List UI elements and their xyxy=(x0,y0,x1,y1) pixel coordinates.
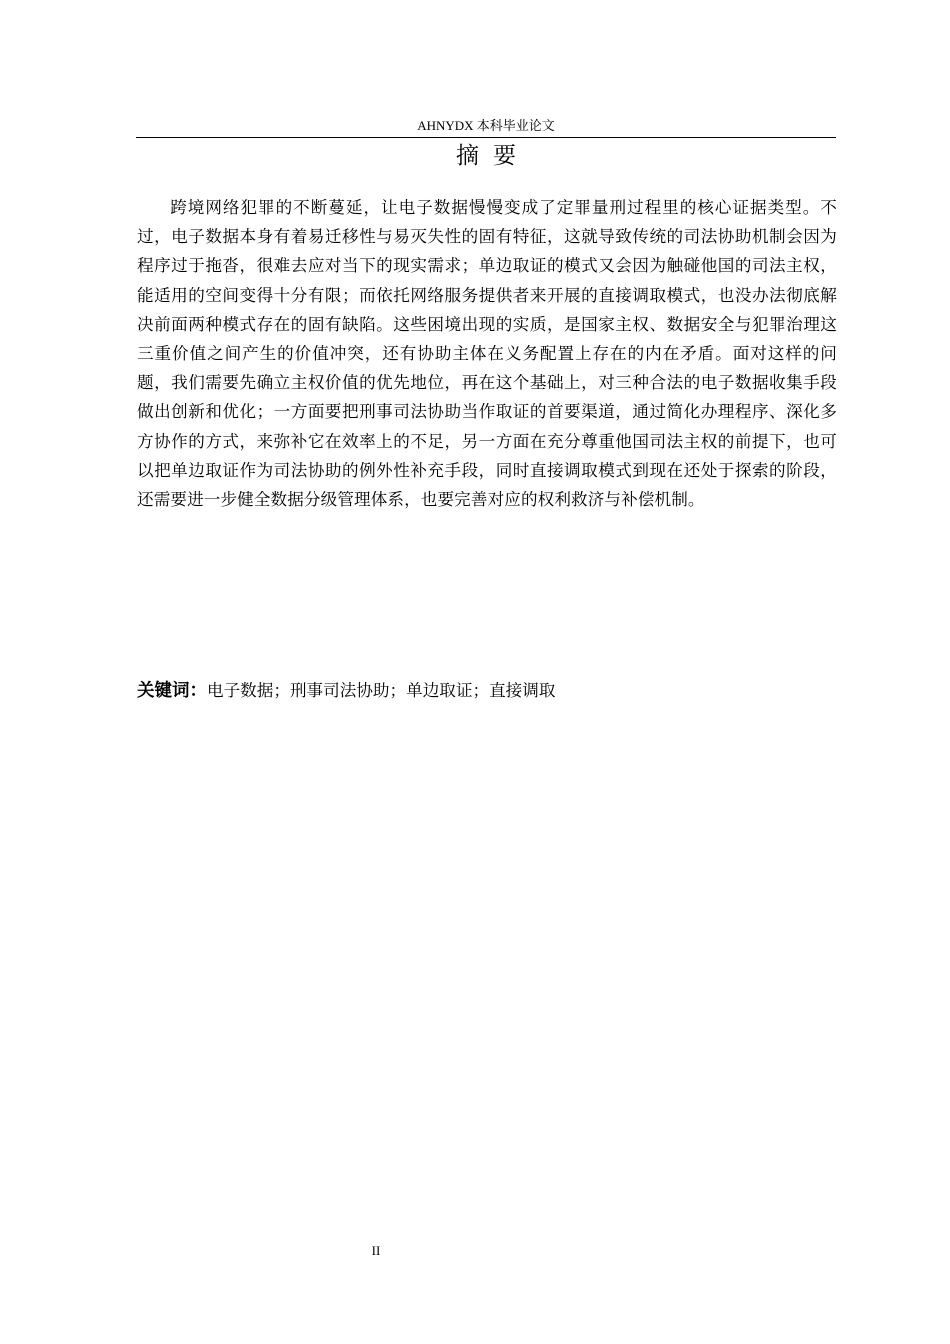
keywords-line xyxy=(137,677,837,705)
abstract-title: 摘要 xyxy=(456,143,530,169)
running-header: AHNYDX 本科毕业论文 xyxy=(417,118,555,133)
page-number: II xyxy=(371,1243,381,1258)
keywords-value: 电子数据；刑事司法协助；单边取证；直接调取 xyxy=(207,681,556,700)
abstract-body: 跨境网络犯罪的不断蔓延，让电子数据慢慢变成了定罪量刑过程里的核心证据类型。不过，电子数据本身有着易迁移性与易灭失性的固有特征，这就导致传统的司法协助机制会因为程序过于拖沓，很难去应对当下的现实需求；单边取证的模式又会因为触碰他国的司法主权，能适用的空间变得十分有限；而依托网络服务提供者来开展的直接调取模式，也没办法彻底解决前面两种模式存在的固有缺陷。这些困境出现的实质，是国家主权、数据安全与犯罪治理这三重价值之间产生的价值冲突，还有协助主体在义务配置上存在的内在矛盾。面对这样的问题，我们需要先确立主权价值的优先地位，再在这个基础上，对三种合法的电子数据收集手段做出创新和优化；一方面要把刑事司法协助当作取证的首要渠道，通过简化办理程序、深化多方协作的方式，来弥补它在效率上的不足，另一方面在充分尊重他国司法主权的前提下，也可以把单边取证作为司法协助的例外性补充手段，同时直接调取模式到现在还处于探索的阶段，还需要进一步健全数据分级管理体系，也要完善对应的权利救济与补偿机制。 xyxy=(137,198,837,510)
header-rule xyxy=(136,137,836,138)
keywords-label: 关键词： xyxy=(137,681,207,701)
